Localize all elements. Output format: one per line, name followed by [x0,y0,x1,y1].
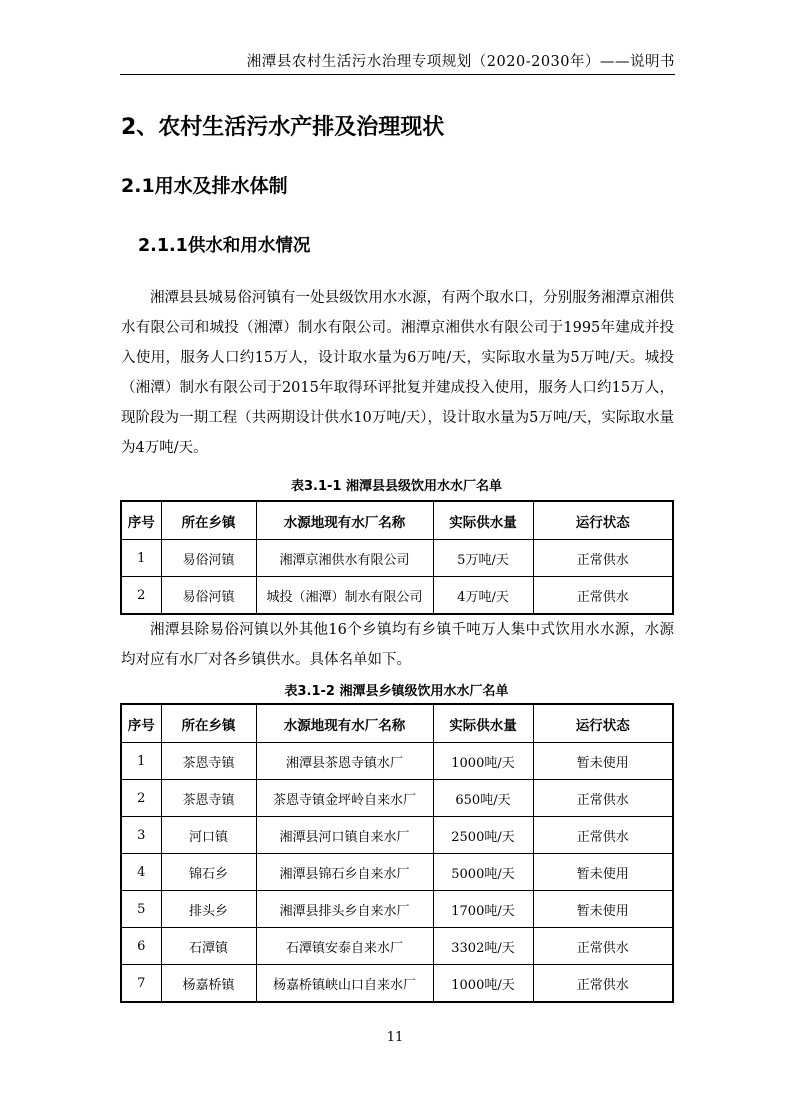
table-cell: 湘潭县茶恩寺镇水厂 [256,743,433,780]
table-cell: 湘潭县排头乡自来水厂 [256,891,433,928]
table-row [121,854,673,891]
table1 [120,500,674,615]
table-cell: 4万吨/天 [433,577,533,615]
table-cell: 茶恩寺镇 [161,780,256,817]
table-cell: 茶恩寺镇金坪岭自来水厂 [256,780,433,817]
section-heading: 2、农村生活污水产排及治理现状 [121,115,445,140]
table-cell: 650吨/天 [433,780,533,817]
table1-header-index: 序号 [121,501,161,540]
table-cell: 杨嘉桥镇 [161,965,256,1003]
table-row [121,817,673,854]
table-cell: 2 [121,577,161,615]
table-cell: 5 [121,891,161,928]
table1-header-town: 所在乡镇 [161,501,256,540]
table-row [121,577,673,615]
table-cell: 5000吨/天 [433,854,533,891]
table-cell: 5万吨/天 [433,540,533,577]
table-cell: 湘潭京湘供水有限公司 [256,540,433,577]
table-cell: 正常供水 [533,965,673,1003]
table1-header-row [121,501,673,540]
table-cell: 杨嘉桥镇峡山口自来水厂 [256,965,433,1003]
table-cell: 1 [121,540,161,577]
table1-header-supply: 实际供水量 [433,501,533,540]
table-cell: 2500吨/天 [433,817,533,854]
table-cell: 正常供水 [533,780,673,817]
table2-header-row [121,704,673,743]
body-paragraph-2: 湘潭县除易俗河镇以外其他16个乡镇均有乡镇千吨万人集中式饮用水水源，水源均对应有水厂对各乡镇供水。具体名单如下。 [121,622,674,668]
table-cell: 1000吨/天 [433,743,533,780]
table-cell: 易俗河镇 [161,577,256,615]
table-cell: 茶恩寺镇 [161,743,256,780]
table1-header-status: 运行状态 [533,501,673,540]
table-cell: 石潭镇 [161,928,256,965]
table-cell: 暂未使用 [533,743,673,780]
table2-header-index: 序号 [121,704,161,743]
table-cell: 1700吨/天 [433,891,533,928]
table-cell: 6 [121,928,161,965]
table-row [121,780,673,817]
table-cell: 1000吨/天 [433,965,533,1003]
table2-header-supply: 实际供水量 [433,704,533,743]
page-number: 11 [386,1030,404,1045]
table-cell: 城投（湘潭）制水有限公司 [256,577,433,615]
table-cell: 2 [121,780,161,817]
subsubsection-heading: 2.1.1供水和用水情况 [138,236,311,256]
table-cell: 3 [121,817,161,854]
table1-header-plant: 水源地现有水厂名称 [256,501,433,540]
table1-caption: 表3.1-1 湘潭县县级饮用水水厂名单 [291,479,502,494]
header-rule [120,74,675,75]
table-cell: 石潭镇安泰自来水厂 [256,928,433,965]
table-cell: 4 [121,854,161,891]
table-cell: 易俗河镇 [161,540,256,577]
table-cell: 暂未使用 [533,891,673,928]
table-cell: 1 [121,743,161,780]
table-cell: 湘潭县锦石乡自来水厂 [256,854,433,891]
table-cell: 正常供水 [533,577,673,615]
subsection-heading: 2.1用水及排水体制 [121,175,288,197]
table-cell: 3302吨/天 [433,928,533,965]
table-row [121,540,673,577]
table-cell: 锦石乡 [161,854,256,891]
table2-caption: 表3.1-2 湘潭县乡镇级饮用水水厂名单 [284,684,509,699]
table2-header-plant: 水源地现有水厂名称 [256,704,433,743]
table-cell: 暂未使用 [533,854,673,891]
table-row [121,743,673,780]
table-cell: 正常供水 [533,928,673,965]
table-cell: 正常供水 [533,540,673,577]
table-row [121,928,673,965]
table-cell: 正常供水 [533,817,673,854]
table2 [120,703,674,1003]
table-cell: 湘潭县河口镇自来水厂 [256,817,433,854]
table-cell: 排头乡 [161,891,256,928]
table-row [121,891,673,928]
table-cell: 河口镇 [161,817,256,854]
table-cell: 7 [121,965,161,1003]
running-header: 湘潭县农村生活污水治理专项规划（2020-2030年）——说明书 [246,54,675,70]
body-paragraph-1: 湘潭县县城易俗河镇有一处县级饮用水水源，有两个取水口，分别服务湘潭京湘供水有限公司和城投（湘潭）制水有限公司。湘潭京湘供水有限公司于1995年建成并投入使用，服务人口约15万人，设计取水量为6万吨/天，实际取水量为5万吨/天。城投（湘潭）制水有限公司于2015年取得环评批复并建成投入使用，服务人口约15万人，现阶段为一期工程（共两期设计供水10万吨/天），设计取水量为5万吨/天，实际取水量为4万吨/天。 [121,290,674,456]
table2-header-status: 运行状态 [533,704,673,743]
table-row [121,965,673,1003]
table2-header-town: 所在乡镇 [161,704,256,743]
